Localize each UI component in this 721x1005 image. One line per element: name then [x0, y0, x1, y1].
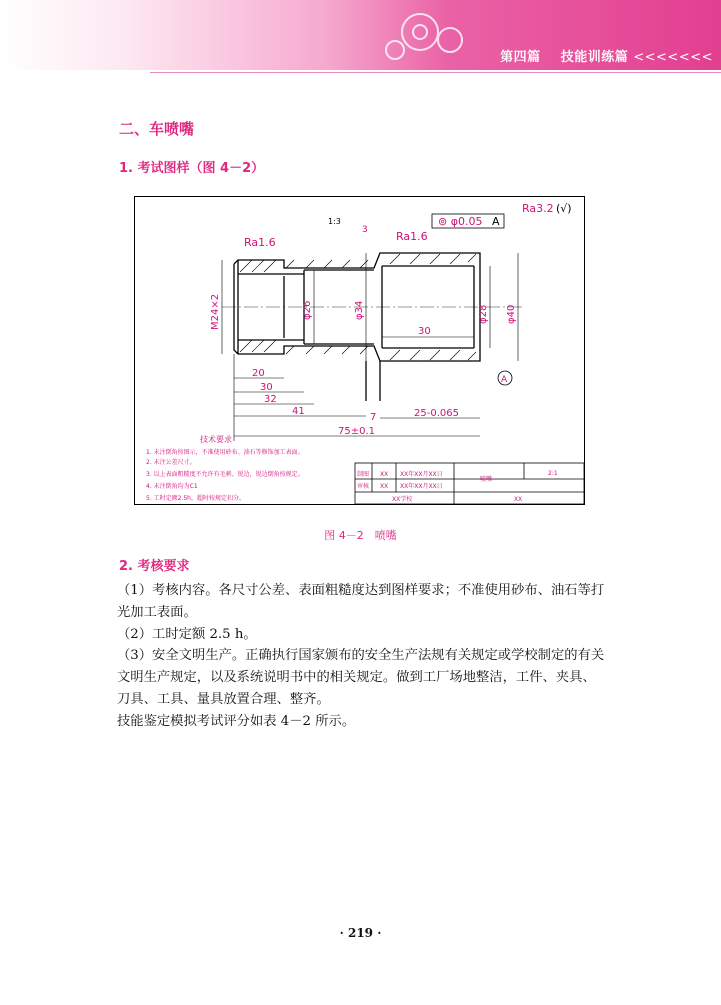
running-header	[500, 46, 713, 65]
chevrons-decoration: <<<<<<<	[633, 50, 713, 65]
part-label: 第四篇	[500, 50, 541, 65]
tb-r1c3: XX年XX月XX日	[400, 471, 443, 478]
note-5: 5. 工时定额2.5h，超时按规定扣分。	[146, 495, 245, 502]
dim-l30: 30	[260, 382, 273, 393]
datum-letter-top: A	[492, 215, 500, 228]
tolerance-frame-value: ⊚ φ0.05	[438, 215, 483, 228]
figure-caption: 图 4－2 喷嘴	[324, 529, 397, 542]
requirements-text	[117, 580, 605, 733]
dim-d34: φ34	[354, 300, 365, 320]
note-4: 4. 未注倒角均为C1	[146, 483, 198, 490]
dim-l20: 20	[252, 368, 265, 379]
tb-r2c1: 审核	[357, 483, 370, 490]
chapter-label: 技能训练篇	[560, 50, 629, 65]
chamfer-label: 3	[362, 225, 368, 235]
note-3: 3. 以上表面粗糙度不允许有毛刺、锐边，锐边倒角按规定。	[146, 471, 304, 478]
page-number: · 219 ·	[339, 926, 382, 940]
requirement-4: 技能鉴定模拟考试评分如表 4－2 所示。	[117, 713, 356, 729]
dim-bore30: 30	[418, 326, 431, 337]
dim-thread: M24×2	[210, 293, 221, 330]
tb-r1c2: XX	[380, 471, 389, 478]
dim-l75: 75±0.1	[338, 426, 376, 437]
dim-l7: 7	[370, 412, 377, 423]
tb-org: XX	[514, 496, 523, 503]
dim-d40: φ40	[506, 304, 517, 324]
subsection-title-drawing: 1. 考试图样（图 4－2）	[119, 161, 265, 176]
requirement-3: （3）安全文明生产。正确执行国家颁布的安全生产法规有关规定或学校制定的有关文明生产规定，以及系统说明书中的相关规定。做到工厂场地整洁，工件、夹具、刀具、工具、量具放置合理、整齐。	[117, 648, 605, 707]
dim-d26: φ26	[302, 300, 313, 320]
requirement-2: （2）工时定额 2.5 h。	[117, 626, 257, 642]
tb-scale: 2:1	[548, 470, 558, 477]
roughness-general: Ra3.2	[522, 202, 554, 215]
subsection-title-requirements: 2. 考核要求	[119, 559, 190, 574]
dim-l25: 25-0.065	[414, 408, 459, 419]
note-1: 1. 未注倒角按图示，不准使用砂布、油石等修饰加工表面。	[146, 449, 304, 456]
requirement-1: （1）考核内容。各尺寸公差、表面粗糙度达到图样要求；不准使用砂布、油石等打光加工表面。	[117, 583, 605, 620]
tb-r2c3: XX年XX月XX日	[400, 483, 443, 490]
note-2: 2. 未注公差尺寸。	[146, 459, 196, 466]
dim-l32: 32	[264, 394, 277, 405]
roughness-left: Ra1.6	[244, 236, 276, 249]
taper-label: 1:3	[328, 217, 341, 226]
tb-r2c2: XX	[380, 483, 389, 490]
section-title: 二、车喷嘴	[119, 120, 195, 138]
tb-school: XX学校	[392, 496, 413, 503]
dim-d28: φ28	[478, 304, 489, 324]
tb-part-name: 喷嘴	[480, 476, 493, 483]
nozzle-drawing	[134, 196, 585, 505]
roughness-mid: Ra1.6	[396, 230, 428, 243]
dim-l41: 41	[292, 406, 305, 417]
tb-r1c1: 制图	[357, 471, 370, 478]
notes-title: 技术要求	[200, 435, 232, 444]
datum-letter-circle: A	[501, 375, 508, 385]
header-rule	[150, 72, 721, 73]
roughness-general-suffix: (√)	[556, 202, 572, 215]
